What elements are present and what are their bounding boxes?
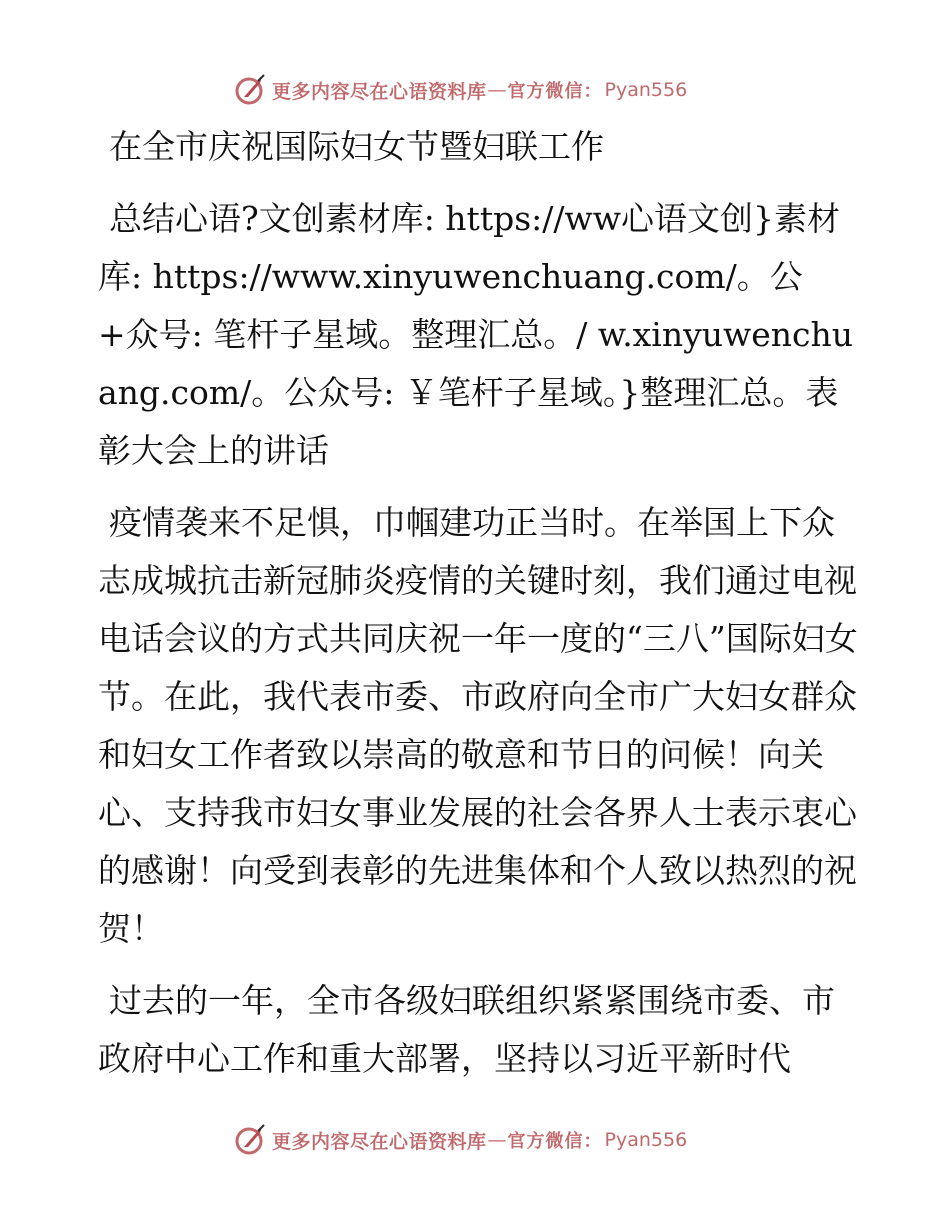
document-body	[98, 118, 858, 1102]
footer-banner	[234, 1122, 687, 1158]
paragraph-opening: 疫情袭来不足惧，巾帼建功正当时。在举国上下众志成城抗击新冠肺炎疫情的关键时刻，我们通过电视电话会议的方式共同庆祝一年一度的“三八”国际妇女节。在此，我代表市委、市政府向全市广大妇女群众和妇女工作者致以崇高的敬意和节日的问候！向关心、支持我市妇女事业发展的社会各界人士表示衷心的感谢！向受到表彰的先进集体和个人致以热烈的祝贺！	[98, 503, 858, 948]
banner-label: 官方微信：	[507, 1131, 603, 1152]
document-title: 在全市庆祝国际妇女节暨妇联工作	[109, 127, 604, 166]
quill-logo-icon	[234, 1123, 268, 1157]
banner-wechat-id: Pyan556	[604, 1129, 688, 1151]
header-banner	[234, 72, 687, 108]
paragraph-review: 过去的一年，全市各级妇联组织紧紧围绕市委、市政府中心工作和重大部署，坚持以习近平新时代	[98, 981, 835, 1078]
banner-text: 更多内容尽在心语资料库	[272, 1130, 487, 1153]
banner-wechat-id: Pyan556	[604, 79, 688, 101]
banner-dash: —	[487, 1129, 507, 1151]
banner-label: 官方微信：	[507, 81, 603, 102]
quill-logo-icon	[234, 73, 268, 107]
banner-text: 更多内容尽在心语资料库	[272, 80, 487, 103]
banner-dash: —	[487, 79, 507, 101]
paragraph-watermark-text: 总结心语?文创素材库: https://ww心语文创}素材库: https://www.xinyuwenchuang.com/。公+众号: 笔杆子星域。整理汇总。/ w.xinyuwenchuang.com/。公众号: ￥笔杆子星域。}整理汇总。表彰大会上的讲话	[98, 199, 854, 470]
